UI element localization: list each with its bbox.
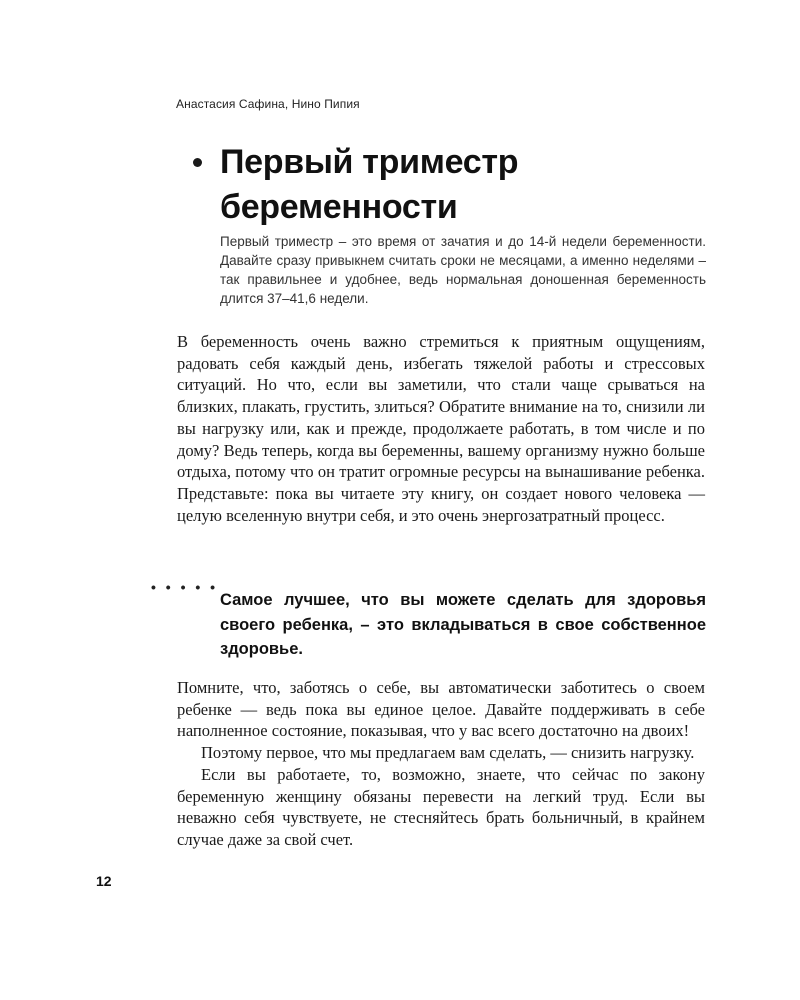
body-block-2 [177, 677, 705, 851]
ellipsis-dots-icon: • • • • • [151, 579, 219, 595]
body-block-1 [177, 331, 705, 526]
body-paragraph-2: Помните, что, заботясь о себе, вы автоматически заботитесь о своем ребенке — ведь пока вы единое целое. Давайте поддерживать в себе наполненное состояние, показывая, что у вас всего достаточно на двоих! [177, 678, 705, 741]
body-paragraph-3: Поэтому первое, что мы предлагаем вам сделать, — снизить нагрузку. [201, 743, 695, 763]
body-paragraph-4: Если вы работаете, то, возможно, знаете, что сейчас по закону беременную женщину обязаны перевести на легкий труд. Если вы неважно себя чувствуете, не стесняйтесь брать больничный, в крайнем случае даже за свой счет. [177, 764, 705, 849]
pull-quote: Самое лучшее, что вы можете сделать для здоровья своего ребенка, – это вкладываться в свое собственное здоровье. [220, 591, 706, 658]
body-paragraph-1: В беременность очень важно стремиться к приятным ощущениям, радовать себя каждый день, избегать тяжелой работы и стрессовых ситуаций. Но что, если вы заметили, что стали чаще срываться на близких, плакать, грустить, злиться? Обратите внимание на то, снизили ли вы нагрузку или, как и прежде, продолжаете работать, в том числе и по дому? Ведь теперь, когда вы беременны, вашему организму нужно больше отдыха, потому что он тратит огромные ресурсы на вынашивание ребенка. Представьте: пока вы читаете эту книгу, он создает нового человека — целую вселенную внутри себя, и это очень энергозатратный процесс. [177, 332, 705, 525]
page-number: 12 [96, 873, 112, 889]
running-head: Анастасия Сафина, Нино Пипия [176, 97, 360, 111]
bullet-icon [193, 158, 202, 167]
chapter-title: Первый триместр беременности [220, 143, 519, 226]
chapter-intro: Первый триместр – это время от зачатия и до 14-й недели беременности. Давайте сразу привыкнем считать сроки не месяцами, а именно неделями – так правильнее и удобнее, ведь нормальная доношенная беременность длится 37–41,6 недели. [220, 234, 706, 306]
